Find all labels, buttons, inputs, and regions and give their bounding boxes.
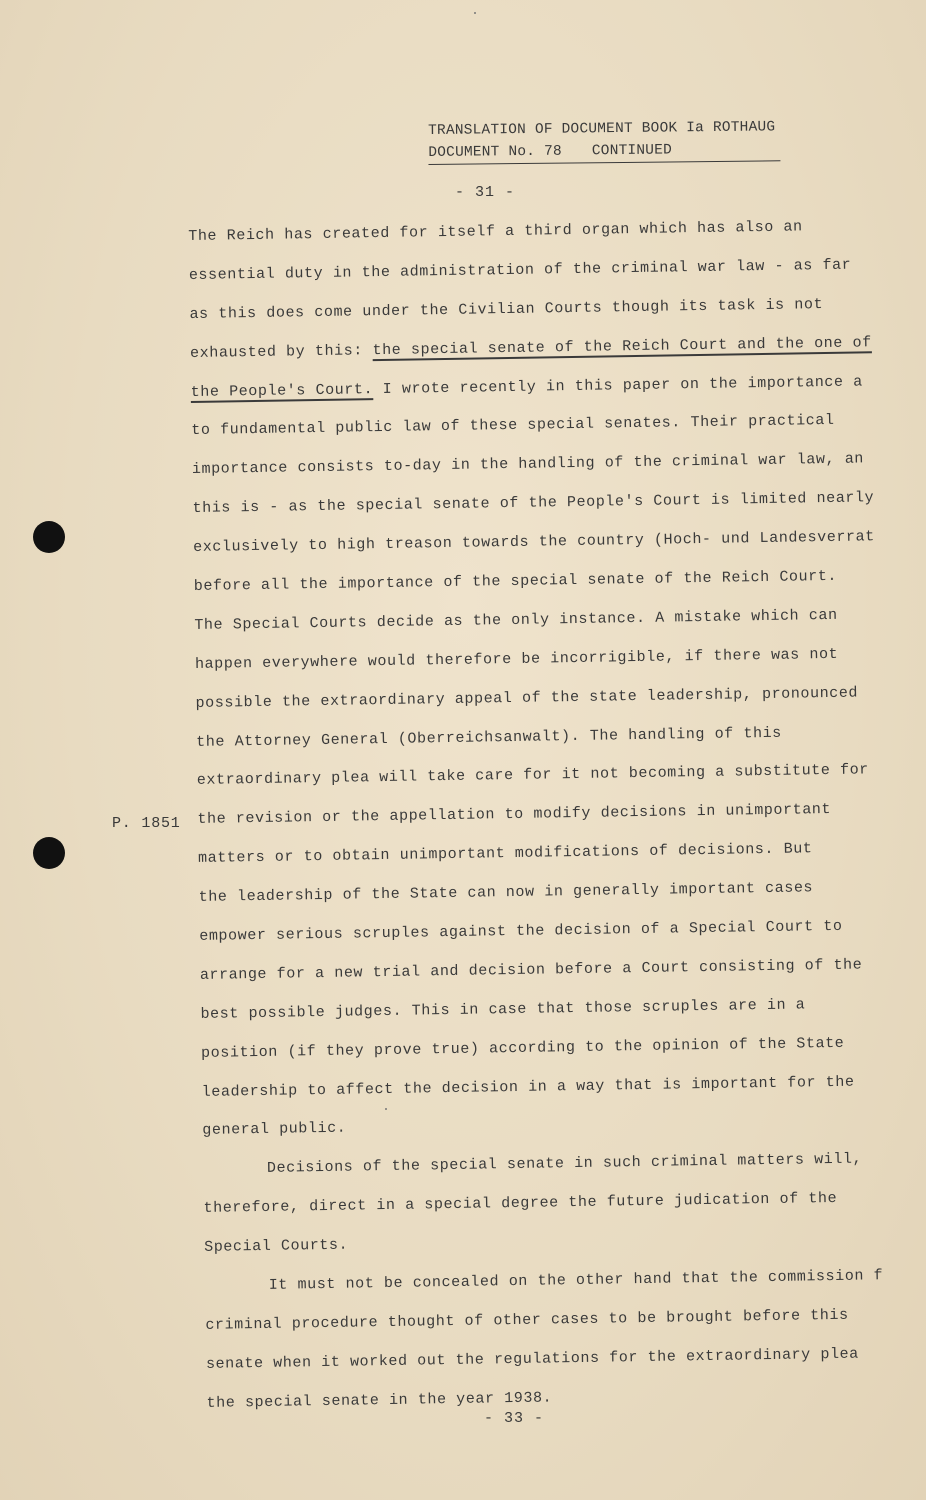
text-line: essential duty in the administration of the criminal war law - as far <box>188 256 852 284</box>
document-body <box>188 207 907 1423</box>
underlined-text: the People's Court. <box>190 380 374 401</box>
text-line: possible the extraordinary appeal of the state leadership, pronounced <box>195 684 859 712</box>
text-line: leadership to affect the decision in a way that is important for the <box>201 1073 855 1101</box>
text-line: the special senate in the year 1938. <box>206 1389 553 1412</box>
text-line: extraordinary plea will take care for it not becoming a substitute for <box>196 761 870 790</box>
text-line: position (if they prove true) according to the opinion of the State <box>200 1034 845 1062</box>
text-line: as this does come under the Civilian Courts though its task is not <box>189 295 824 323</box>
text-line: the revision or the appellation to modify decisions in unimportant <box>197 801 832 829</box>
text-line: The Reich has created for itself a third organ which has also an <box>188 218 803 245</box>
text-line: matters or to obtain unimportant modifications of decisions. But <box>197 840 813 868</box>
text-line: The Special Courts decide as the only instance. A mistake which can <box>194 606 838 634</box>
text-line: empower serious scruples against the decision of a Special Court to <box>199 917 843 945</box>
text-line: this is - as the special senate of the People's Court is limited nearly <box>192 489 875 518</box>
text-line: general public. <box>202 1120 347 1140</box>
header-title: TRANSLATION OF DOCUMENT BOOK Ia ROTHAUG <box>428 119 776 139</box>
margin-page-reference: P. 1851 <box>112 815 181 832</box>
header-document-number <box>428 138 780 165</box>
text-line: Decisions of the special senate in such criminal matters will, <box>266 1150 863 1178</box>
text-segment: I wrote recently in this paper on the importance a <box>373 372 863 398</box>
punch-hole <box>33 837 65 869</box>
text-line: It must not be concealed on the other hand that the commission f <box>268 1267 884 1294</box>
document-header <box>428 116 780 165</box>
text-line: happen everywhere would therefore be incorrigible, if there was not <box>194 645 839 673</box>
text-line: Special Courts. <box>204 1236 349 1257</box>
text-line: best possible judges. This in case that those scruples are in a <box>200 996 806 1023</box>
bottom-page-number: - 33 - <box>484 1410 545 1427</box>
text-line: the Attorney General (Oberreichsanwalt). The handling of this <box>196 724 782 751</box>
text-line: criminal procedure thought of other cases to be brought before this <box>205 1306 849 1334</box>
text-line: senate when it worked out the regulations for the extraordinary plea <box>205 1345 859 1373</box>
text-segment: exhausted by this: <box>189 341 373 362</box>
underlined-text: the special senate of the Reich Court and the one of <box>372 333 872 359</box>
text-line: the leadership of the State can now in generally important cases <box>198 879 814 907</box>
top-page-number: - 31 - <box>455 184 516 201</box>
punch-hole <box>33 521 65 553</box>
header-doc-label: DOCUMENT No. 78 <box>428 143 562 161</box>
text-line: exclusively to high treason towards the country (Hoch- und Landesverrat <box>193 528 875 557</box>
text-line: before all the importance of the special senate of the Reich Court. <box>193 567 838 595</box>
text-line: therefore, direct in a special degree the future judication of the <box>203 1190 838 1218</box>
text-line: to fundamental public law of these special senates. Their practical <box>191 412 835 440</box>
header-status: CONTINUED <box>591 142 673 160</box>
text-line: arrange for a new trial and decision before a Court consisting of the <box>199 956 863 984</box>
paper-speck <box>474 12 476 14</box>
text-line: importance consists to-day in the handling of the criminal war law, an <box>191 450 865 479</box>
